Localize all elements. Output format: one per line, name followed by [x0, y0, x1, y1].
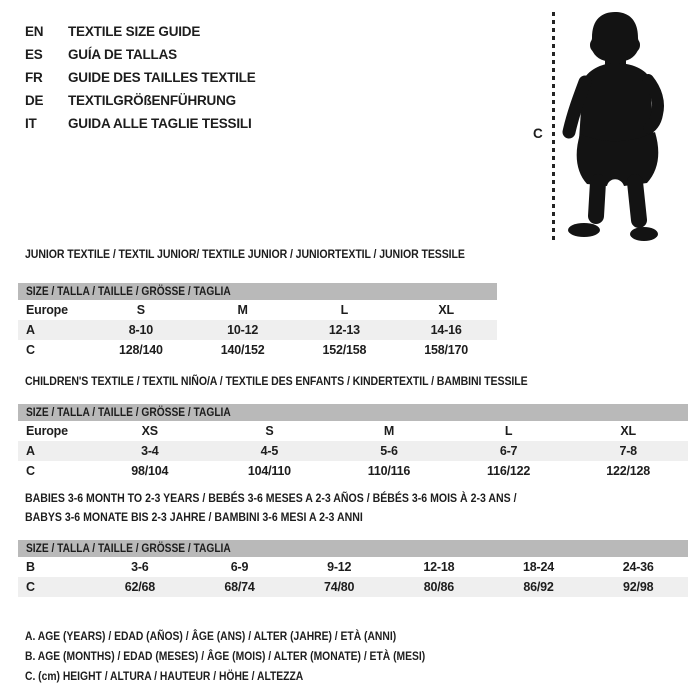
children-size-table	[18, 404, 688, 481]
cell: 5-6	[380, 444, 398, 458]
size-header-bar	[18, 283, 497, 300]
size-header-label: SIZE / TALLA / TAILLE / GRÖSSE / TAGLIA	[26, 405, 231, 419]
babies-title-line-1: BABIES 3-6 MONTH TO 2-3 YEARS / BEBÉS 3-6 MESES A 2-3 AÑOS / BÉBÉS 3-6 MOIS À 2-3 ANS /	[25, 491, 517, 505]
cell: 152/158	[322, 343, 367, 357]
babies-table-title	[25, 489, 584, 527]
cell: 3-4	[141, 444, 159, 458]
cell: 12-13	[328, 323, 360, 337]
table-row	[18, 340, 497, 360]
cell: 140/152	[220, 343, 265, 357]
cell: 10-12	[227, 323, 259, 337]
cell: 8-10	[128, 323, 153, 337]
height-marker-label: C	[533, 126, 543, 141]
table-row	[18, 300, 497, 320]
cell: 24-36	[622, 560, 654, 574]
cell: 68/74	[224, 580, 255, 594]
cell: 80/86	[423, 580, 454, 594]
cell: S	[265, 424, 274, 438]
language-label: GUIDA ALLE TAGLIE TESSILI	[68, 116, 252, 131]
babies-size-table	[18, 540, 688, 597]
children-table-title: CHILDREN'S TEXTILE / TEXTIL NIÑO/A / TEXTILE DES ENFANTS / KINDERTEXTIL / BAMBINI TESSILE	[25, 374, 528, 388]
cell: 110/116	[367, 464, 411, 478]
size-header-label: SIZE / TALLA / TAILLE / GRÖSSE / TAGLIA	[26, 284, 231, 298]
table-row	[18, 320, 497, 340]
junior-size-table	[18, 283, 497, 360]
cell: 6-9	[230, 560, 249, 574]
row-label: B	[26, 560, 35, 574]
toddler-silhouette-icon	[560, 8, 692, 244]
language-label: TEXTILGRÖßENFÜHRUNG	[68, 93, 236, 108]
cell: 158/170	[424, 343, 469, 357]
cell: 9-12	[327, 560, 352, 574]
language-list	[25, 20, 256, 135]
cell: S	[136, 303, 145, 317]
footnote-b: B. AGE (MONTHS) / EDAD (MESES) / ÂGE (MOIS) / ALTER (MONATE) / ETÀ (MESI)	[25, 649, 426, 663]
row-label: C	[26, 343, 35, 357]
language-code: ES	[25, 47, 43, 62]
size-header-bar	[18, 540, 688, 557]
cell: 4-5	[260, 444, 279, 458]
row-label: A	[26, 444, 35, 458]
cell: 3-6	[131, 560, 149, 574]
table-row	[18, 557, 688, 577]
language-code: DE	[25, 93, 44, 108]
row-label: A	[26, 323, 35, 337]
cell: 86/92	[523, 580, 554, 594]
cell: 122/128	[606, 464, 651, 478]
footnote-c: C. (cm) HEIGHT / ALTURA / HAUTEUR / HÖHE / ALTEZZA	[25, 669, 304, 683]
cell: 6-7	[499, 444, 518, 458]
language-row	[25, 89, 256, 112]
babies-title-line-2: BABYS 3-6 MONATE BIS 2-3 JAHRE / BAMBINI 3-6 MESI A 2-3 ANNI	[25, 510, 363, 524]
table-row	[18, 441, 688, 461]
cell: 12-18	[423, 560, 455, 574]
cell: 7-8	[619, 444, 637, 458]
table-row	[18, 577, 688, 597]
cell: L	[504, 424, 513, 438]
cell: 62/68	[124, 580, 155, 594]
row-label: C	[26, 464, 35, 478]
height-marker-line	[552, 12, 555, 241]
cell: XS	[141, 424, 158, 438]
cell: 18-24	[523, 560, 555, 574]
cell: 116/122	[487, 464, 531, 478]
language-row	[25, 112, 256, 135]
footnote-a: A. AGE (YEARS) / EDAD (AÑOS) / ÂGE (ANS) / ALTER (JAHRE) / ETÀ (ANNI)	[25, 629, 397, 643]
row-label: Europe	[26, 303, 68, 317]
language-code: FR	[25, 70, 43, 85]
cell: 14-16	[430, 323, 462, 337]
language-label: GUÍA DE TALLAS	[68, 47, 177, 62]
size-header-bar	[18, 404, 688, 421]
language-row	[25, 43, 256, 66]
cell: M	[237, 303, 248, 317]
table-row	[18, 461, 688, 481]
language-code: EN	[25, 24, 44, 39]
cell: 92/98	[623, 580, 654, 594]
language-code: IT	[25, 116, 37, 131]
row-label: Europe	[26, 424, 68, 438]
cell: 74/80	[324, 580, 355, 594]
cell: 104/110	[247, 464, 291, 478]
language-label: GUIDE DES TAILLES TEXTILE	[68, 70, 256, 85]
language-row	[25, 20, 256, 43]
cell: XL	[620, 424, 636, 438]
footnotes	[25, 626, 490, 686]
table-row	[18, 421, 688, 441]
cell: 128/140	[118, 343, 163, 357]
cell: L	[340, 303, 349, 317]
junior-table-title: JUNIOR TEXTILE / TEXTIL JUNIOR/ TEXTILE JUNIOR / JUNIORTEXTIL / JUNIOR TESSILE	[25, 247, 465, 261]
language-label: TEXTILE SIZE GUIDE	[68, 24, 201, 39]
language-row	[25, 66, 256, 89]
cell: 98/104	[131, 464, 169, 478]
size-header-label: SIZE / TALLA / TAILLE / GRÖSSE / TAGLIA	[26, 541, 231, 555]
cell: M	[383, 424, 395, 438]
row-label: C	[26, 580, 35, 594]
cell: XL	[438, 303, 454, 317]
